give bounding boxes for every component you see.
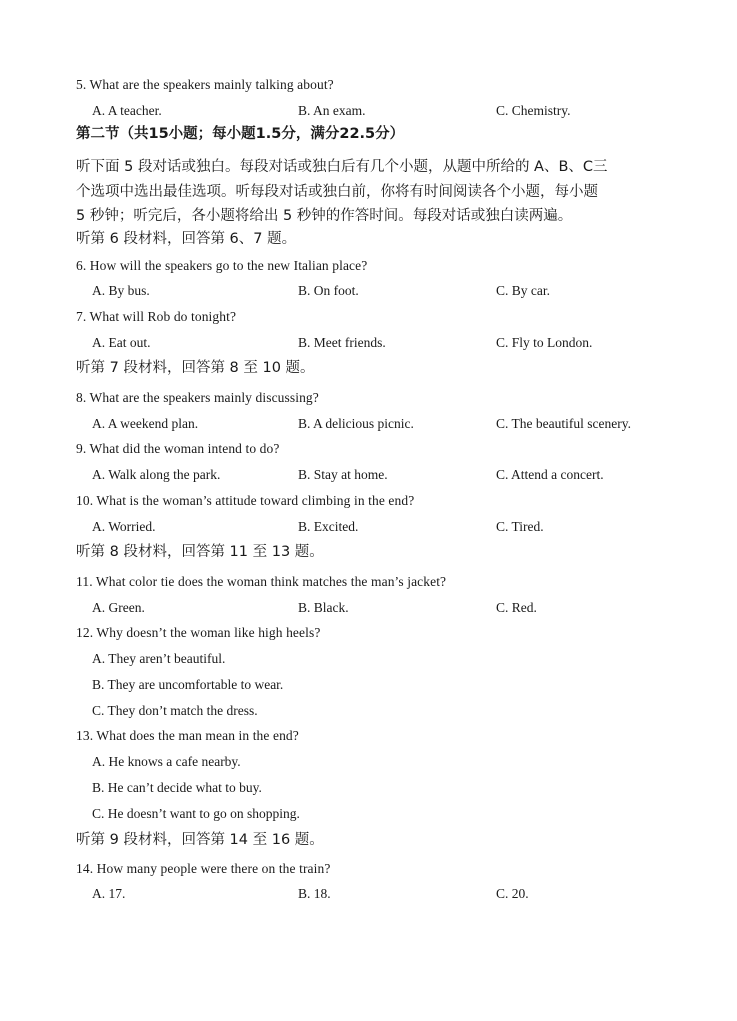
question-7-stem: 7. What will Rob do tonight? <box>76 309 237 324</box>
question-5-option-c: C. Chemistry. <box>496 103 571 118</box>
question-9-option-b: B. Stay at home. <box>298 467 388 482</box>
passage-7-heading: 听第 7 段材料，回答第 8 至 10 题。 <box>76 360 315 376</box>
question-12-option-b: B. They are uncomfortable to wear. <box>92 677 284 692</box>
question-5-option-b: B. An exam. <box>298 103 366 118</box>
question-13-option-c: C. He doesn’t want to go on shopping. <box>92 806 300 821</box>
question-10-option-b: B. Excited. <box>298 519 359 534</box>
question-14-option-a: A. 17. <box>92 886 126 901</box>
question-8-stem: 8. What are the speakers mainly discussing? <box>76 390 319 405</box>
question-6-option-a: A. By bus. <box>92 283 150 298</box>
question-11-option-c: C. Red. <box>496 600 537 615</box>
question-12-option-a: A. They aren’t beautiful. <box>92 651 226 666</box>
question-9-option-a: A. Walk along the park. <box>92 467 221 482</box>
question-13-stem: 13. What does the man mean in the end? <box>76 728 299 743</box>
question-6-stem: 6. How will the speakers go to the new Italian place? <box>76 258 368 273</box>
question-6-option-b: B. On foot. <box>298 283 359 298</box>
passage-9-heading: 听第 9 段材料，回答第 14 至 16 题。 <box>76 832 324 848</box>
question-10-option-a: A. Worried. <box>92 519 156 534</box>
question-7-option-b: B. Meet friends. <box>298 335 386 350</box>
question-14-stem: 14. How many people were there on the train? <box>76 861 331 876</box>
passage-6-heading: 听第 6 段材料，回答第 6、7 题。 <box>76 231 297 247</box>
question-10-stem: 10. What is the woman’s attitude toward climbing in the end? <box>76 493 415 508</box>
question-11-option-a: A. Green. <box>92 600 145 615</box>
question-10-option-c: C. Tired. <box>496 519 544 534</box>
question-9-option-c: C. Attend a concert. <box>496 467 604 482</box>
section-2-instructions-line-2: 个选项中选出最佳选项。听每段对话或独白前，你将有时间阅读各个小题，每小题 <box>76 184 598 200</box>
section-2-instructions-line-3: 5 秒钟；听完后，各小题将给出 5 秒钟的作答时间。每段对话或独白读两遍。 <box>76 208 573 224</box>
section-2-instructions-line-1: 听下面 5 段对话或独白。每段对话或独白后有几个小题，从题中所给的 A、B、C三 <box>76 159 608 175</box>
question-8-option-b: B. A delicious picnic. <box>298 416 414 431</box>
question-7-option-a: A. Eat out. <box>92 335 151 350</box>
question-14-option-b: B. 18. <box>298 886 331 901</box>
question-5-stem: 5. What are the speakers mainly talking about? <box>76 77 334 92</box>
section-2-title: 第二节（共15小题；每小题1.5分，满分22.5分） <box>76 126 405 142</box>
question-5-option-a: A. A teacher. <box>92 103 162 118</box>
question-9-stem: 9. What did the woman intend to do? <box>76 441 280 456</box>
question-7-option-c: C. Fly to London. <box>496 335 593 350</box>
question-13-option-b: B. He can’t decide what to buy. <box>92 780 262 795</box>
question-8-option-a: A. A weekend plan. <box>92 416 199 431</box>
question-8-option-c: C. The beautiful scenery. <box>496 416 631 431</box>
question-14-option-c: C. 20. <box>496 886 529 901</box>
question-13-option-a: A. He knows a cafe nearby. <box>92 754 241 769</box>
question-11-stem: 11. What color tie does the woman think matches the man’s jacket? <box>76 574 447 589</box>
passage-8-heading: 听第 8 段材料，回答第 11 至 13 题。 <box>76 544 324 560</box>
question-6-option-c: C. By car. <box>496 283 550 298</box>
question-12-stem: 12. Why doesn’t the woman like high heels? <box>76 625 321 640</box>
question-11-option-b: B. Black. <box>298 600 349 615</box>
question-12-option-c: C. They don’t match the dress. <box>92 703 258 718</box>
